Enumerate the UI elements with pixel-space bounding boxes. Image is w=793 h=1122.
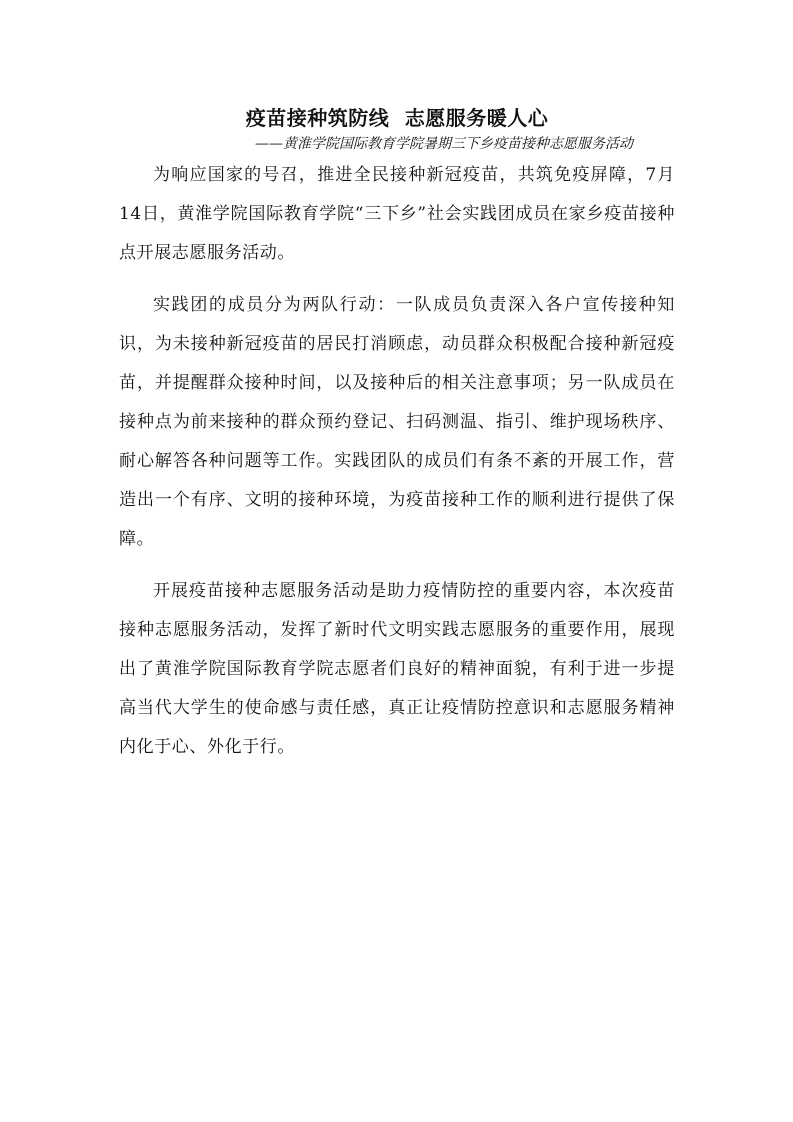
document-content <box>119 104 675 780</box>
document-body <box>119 156 675 767</box>
document-title: 疫苗接种筑防线 志愿服务暖人心 <box>245 106 549 130</box>
paragraph-3: 开展疫苗接种志愿服务活动是助力疫情防控的重要内容，本次疫苗接种志愿服务活动，发挥了新时代文明实践志愿服务的重要作用，展现出了黄淮学院国际教育学院志愿者们良好的精神面貌，有利于进一步提高当代大学生的使命感与责任感，真正让疫情防控意识和志愿服务精神内化于心、外化于行。 <box>119 581 675 757</box>
paragraph-1: 为响应国家的号召，推进全民接种新冠疫苗，共筑免疫屏障，7月14日，黄淮学院国际教育学院“三下乡”社会实践团成员在家乡疫苗接种点开展志愿服务活动。 <box>119 165 675 263</box>
paragraph-2: 实践团的成员分为两队行动：一队成员负责深入各户宣传接种知识，为未接种新冠疫苗的居民打消顾虑，动员群众积极配合接种新冠疫苗，并提醒群众接种时间，以及接种后的相关注意事项；另一队成员在接种点为前来接种的群众预约登记、扫码测温、指引、维护现场秩序、耐心解答各种问题等工作。实践团队的成员们有条不紊的开展工作，营造出一个有序、文明的接种环境，为疫苗接种工作的顺利进行提供了保障。 <box>119 295 675 549</box>
document-subtitle: ——黄淮学院国际教育学院暑期三下乡疫苗接种志愿服务活动 <box>255 136 633 152</box>
